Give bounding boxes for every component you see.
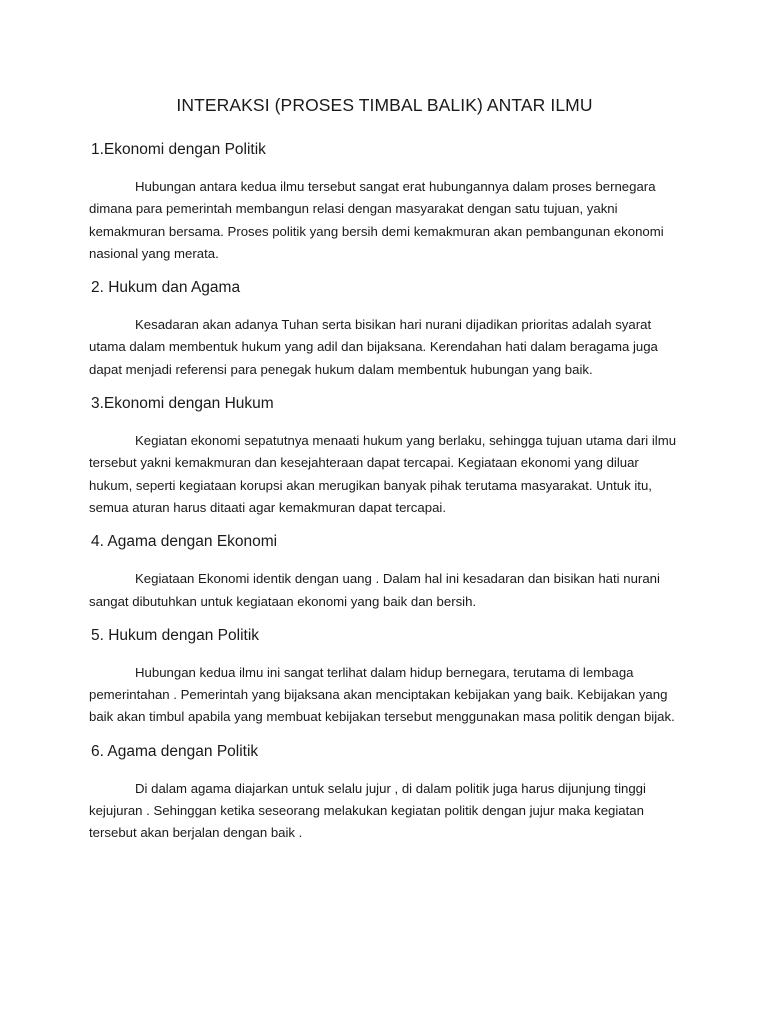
section-ekonomi-hukum (89, 394, 680, 519)
section-hukum-politik (89, 626, 680, 729)
section-paragraph: Hubungan antara kedua ilmu tersebut sangat erat hubungannya dalam proses bernegara dimana para pemerintah membangun relasi dengan masyarakat dengan satu tujuan, yakni kemakmuran bersama. Proses politik yang bersih demi kemakmuran akan pembangunan ekonomi nasional yang merata. (89, 179, 664, 261)
section-heading: 5. Hukum dengan Politik (91, 626, 260, 644)
section-paragraph: Kegiatan ekonomi sepatutnya menaati hukum yang berlaku, sehingga tujuan utama dari ilmu tersebut yakni kemakmuran dan kesejahteraan dapat tercapai. Kegiataan ekonomi yang diluar hukum, seperti kegiataan korupsi akan merugikan banyak pihak terutama masyarakat. Untuk itu, semua aturan harus ditaati agar kemakmuran dapat tercapai. (89, 433, 677, 515)
section-paragraph: Hubungan kedua ilmu ini sangat terlihat dalam hidup bernegara, terutama di lembaga pemerintahan . Pemerintah yang bijaksana akan menciptakan kebijakan yang baik. Kebijakan yang baik akan timbul apabila yang membuat kebijakan tersebut menggunakan masa politik dengan bijak. (89, 664, 675, 725)
section-hukum-agama (89, 278, 680, 381)
section-paragraph: Kegiataan Ekonomi identik dengan uang . Dalam hal ini kesadaran dan bisikan hati nurani sangat dibutuhkan untuk kegiataan ekonomi yang baik dan bersih. (89, 571, 660, 609)
section-paragraph: Kesadaran akan adanya Tuhan serta bisikan hari nurani dijadikan prioritas adalah syarat utama dalam membentuk hukum yang adil dan bijaksana. Kerendahan hati dalam beragama juga dapat menjadi referensi para penegak hukum dalam membentuk hubungan yang baik. (89, 317, 658, 377)
section-agama-politik (89, 742, 680, 845)
section-agama-ekonomi (89, 532, 680, 613)
document-title: INTERAKSI (PROSES TIMBAL BALIK) ANTAR ILMU (176, 95, 593, 115)
section-heading: 3.Ekonomi dengan Hukum (91, 395, 274, 413)
section-heading: 2. Hukum dan Agama (91, 279, 241, 297)
section-heading: 1.Ekonomi dengan Politik (91, 141, 266, 158)
section-heading: 6. Agama dengan Politik (91, 742, 259, 760)
section-paragraph: Di dalam agama diajarkan untuk selalu jujur , di dalam politik juga harus dijunjung tinggi kejujuran . Sehinggan ketika seseorang melakukan kegiatan politik dengan jujur maka kegiatan tersebut akan berjalan dengan baik . (89, 780, 646, 841)
section-ekonomi-politik (89, 140, 680, 265)
section-heading: 4. Agama dengan Ekonomi (91, 533, 278, 551)
